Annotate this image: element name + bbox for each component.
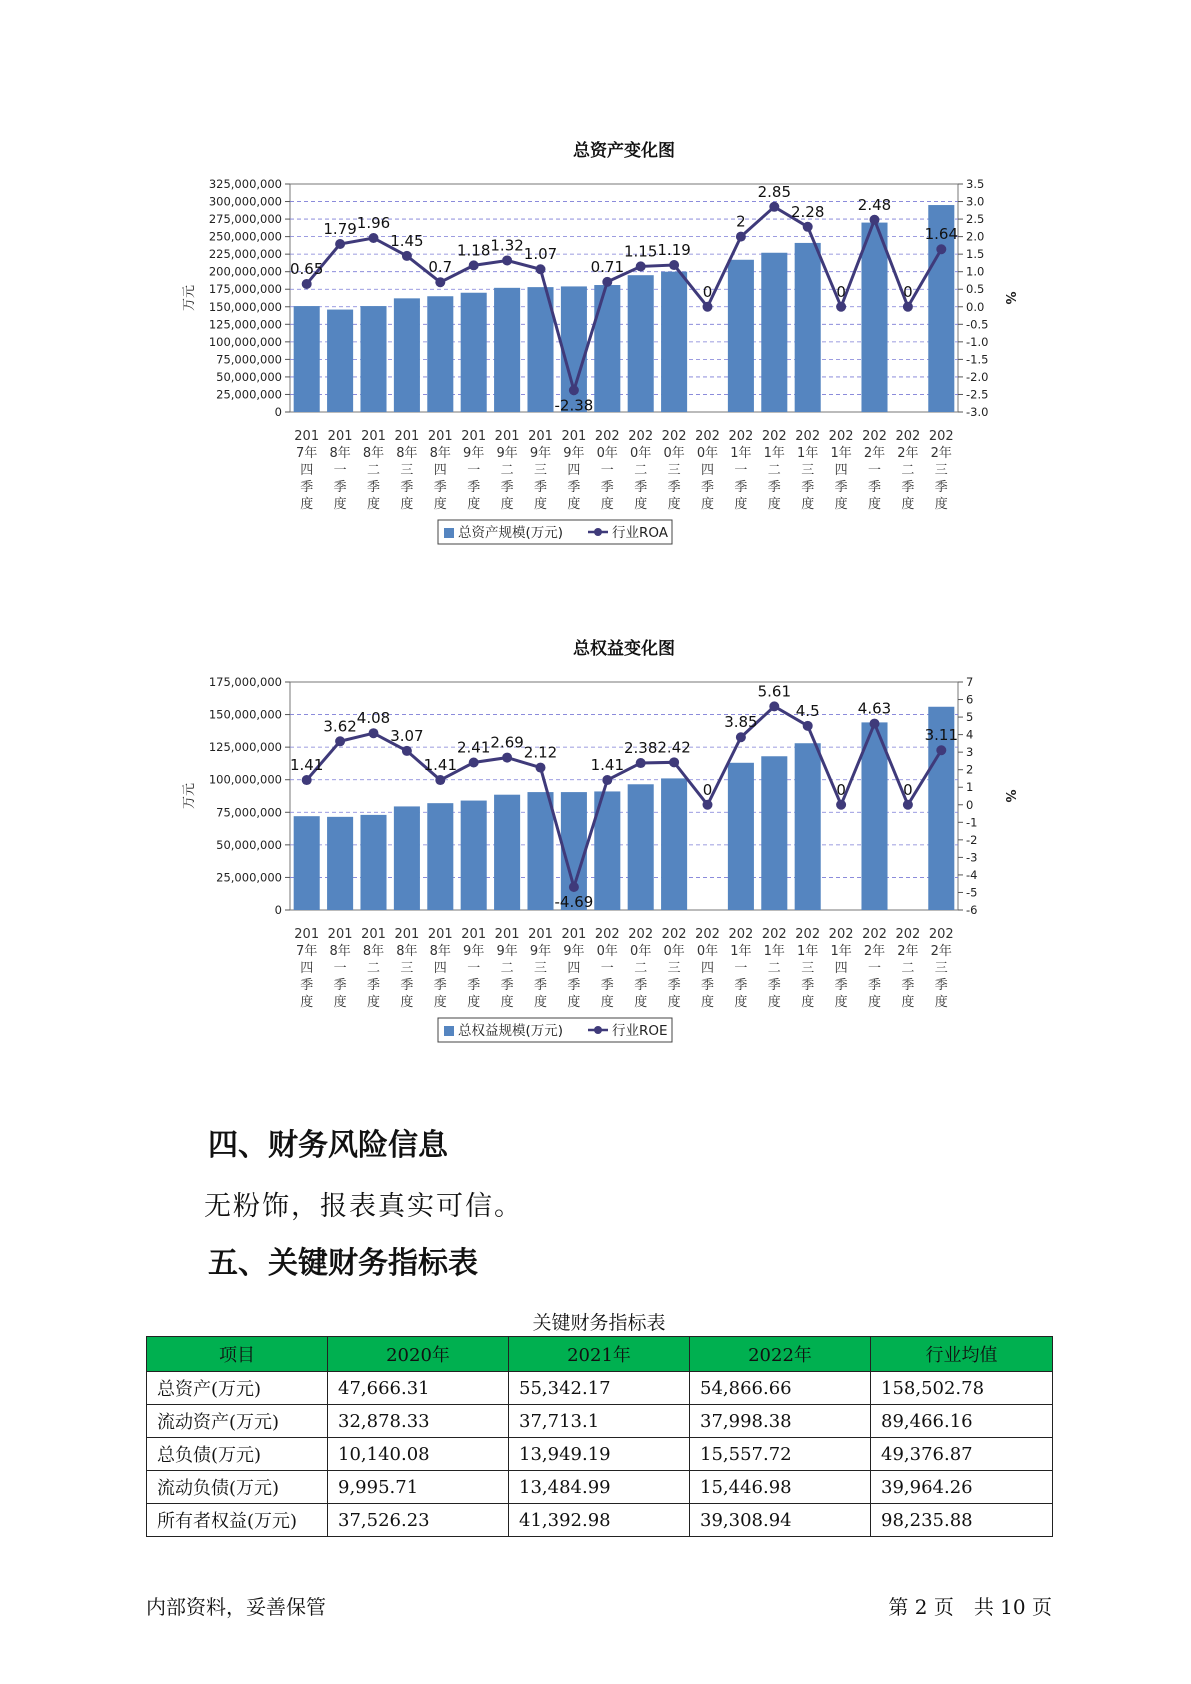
table-cell: 13,949.19 (509, 1438, 690, 1471)
line-point (870, 215, 880, 225)
y2-tick-label: 2 (966, 762, 974, 777)
line-point (736, 732, 746, 742)
y-axis-label: 万元 (182, 782, 197, 810)
x-tick-label: 201 7年四季度 (294, 927, 320, 1010)
x-tick-label: 202 0年三季度 (661, 429, 687, 512)
y-tick-label: 75,000,000 (216, 352, 282, 367)
bar (628, 275, 654, 412)
x-tick-label: 201 9年四季度 (561, 927, 587, 1010)
data-label: -2.38 (554, 396, 594, 415)
section4-heading: 四、财务风险信息 (208, 1128, 448, 1163)
data-label: 0 (836, 282, 846, 301)
line-point (769, 701, 779, 711)
line-point (502, 255, 512, 265)
y2-tick-label: 2.5 (966, 212, 985, 227)
y2-tick-label: 3.5 (966, 177, 985, 191)
table-cell: 9,995.71 (328, 1471, 509, 1504)
footer-confidential-note: 内部资料，妥善保管 (146, 1595, 326, 1619)
table-cell: 49,376.87 (871, 1438, 1053, 1471)
x-tick-label: 202 1年四季度 (828, 429, 854, 512)
x-tick-label: 201 9年一季度 (461, 927, 487, 1010)
y2-tick-label: 6 (966, 692, 974, 707)
table-cell: 32,878.33 (328, 1405, 509, 1438)
data-label: 1.45 (390, 231, 424, 250)
x-tick-label: 202 0年二季度 (628, 429, 654, 512)
y-tick-label: 25,000,000 (216, 387, 282, 402)
table-cell: 13,484.99 (509, 1471, 690, 1504)
legend-label-line: 行业ROA (612, 525, 669, 541)
bar (427, 803, 453, 910)
line-point (769, 202, 779, 212)
bar (360, 815, 386, 910)
y2-tick-label: -3.0 (966, 405, 989, 419)
bar (594, 285, 620, 412)
y2-tick-label: -2.5 (966, 387, 989, 402)
table-cell: 98,235.88 (871, 1504, 1053, 1537)
y-tick-label: 75,000,000 (216, 805, 282, 820)
x-tick-label: 201 8年二季度 (361, 927, 386, 1010)
x-tick-label: 201 7年四季度 (294, 429, 320, 512)
y2-tick-label: 0.5 (966, 282, 985, 297)
line-point (569, 385, 579, 395)
bar (728, 763, 754, 910)
x-tick-label: 202 0年二季度 (628, 927, 654, 1010)
data-label: 1.32 (490, 236, 524, 255)
bar (861, 223, 887, 412)
table-cell: 47,666.31 (328, 1372, 509, 1405)
table-row (147, 1438, 1053, 1471)
x-tick-label: 202 2年二季度 (895, 927, 921, 1010)
bar (394, 298, 420, 412)
x-tick-label: 202 0年四季度 (695, 429, 720, 512)
x-tick-label: 201 9年三季度 (528, 927, 553, 1010)
table-cell: 54,866.66 (690, 1372, 871, 1405)
table-row (147, 1504, 1053, 1537)
y-tick-label: 25,000,000 (216, 870, 282, 885)
table-header-cell: 2022年 (690, 1337, 871, 1372)
total-assets-chart (0, 140, 1191, 590)
table-header-cell: 行业均值 (871, 1337, 1053, 1372)
bar (661, 778, 687, 910)
y-tick-label: 125,000,000 (208, 740, 282, 755)
line-point (903, 800, 913, 810)
line-point (335, 736, 345, 746)
line-point (669, 757, 679, 767)
table-header-row (147, 1337, 1053, 1372)
line-point (636, 261, 646, 271)
data-label: 1.64 (924, 225, 959, 244)
y2-tick-label: 1 (966, 780, 974, 795)
bar (294, 306, 320, 412)
line-point (936, 244, 946, 254)
total-equity-chart (0, 638, 1191, 1088)
data-label: 3.62 (323, 717, 357, 736)
chart-title: 总权益变化图 (573, 639, 675, 659)
table-cell: 37,998.38 (690, 1405, 871, 1438)
y2-tick-label: 3 (966, 745, 974, 760)
line-point (469, 758, 479, 768)
key-financial-indicators-table (146, 1336, 1053, 1537)
x-tick-label: 202 0年一季度 (594, 927, 620, 1010)
y-tick-label: 175,000,000 (208, 282, 282, 297)
table-cell: 总资产(万元) (147, 1372, 328, 1405)
bar (327, 817, 353, 910)
x-tick-label: 201 8年三季度 (394, 927, 420, 1010)
line-point (602, 775, 612, 785)
data-label: 0 (702, 780, 713, 799)
table-cell: 39,964.26 (871, 1471, 1053, 1504)
line-point (636, 758, 646, 768)
y2-tick-label: -3 (966, 850, 978, 865)
line-point (536, 264, 546, 274)
data-label: 1.15 (623, 242, 658, 261)
y2-tick-label: 1.0 (966, 264, 985, 279)
y2-tick-label: -6 (966, 903, 978, 917)
line-point (602, 277, 612, 287)
data-label: 2.12 (523, 743, 558, 762)
y-tick-label: 250,000,000 (208, 229, 282, 244)
table-row (147, 1471, 1053, 1504)
data-label: 2.85 (757, 182, 792, 201)
data-label: 1.96 (356, 214, 391, 233)
y-tick-label: 50,000,000 (216, 369, 282, 384)
bar (527, 792, 553, 910)
line-point (335, 239, 345, 249)
bar (294, 816, 320, 910)
table-cell: 39,308.94 (690, 1504, 871, 1537)
data-label: 3.85 (724, 713, 758, 732)
table-cell: 37,526.23 (328, 1504, 509, 1537)
legend-swatch-point (594, 1026, 602, 1034)
table-header-cell: 项目 (147, 1337, 328, 1372)
data-label: 0 (903, 282, 913, 301)
bar (494, 795, 520, 910)
table-cell: 37,713.1 (509, 1405, 690, 1438)
x-tick-label: 201 9年四季度 (561, 429, 587, 512)
x-tick-label: 202 2年一季度 (862, 429, 887, 512)
y2-tick-label: -2 (966, 832, 978, 847)
bar (327, 310, 353, 412)
x-tick-label: 202 1年一季度 (728, 927, 754, 1010)
x-tick-label: 201 8年一季度 (327, 429, 353, 512)
data-label: 1.19 (657, 241, 691, 260)
table-cell: 10,140.08 (328, 1438, 509, 1471)
total-assets-chart-svg (0, 140, 1191, 590)
x-tick-label: 202 1年一季度 (728, 429, 754, 512)
x-tick-label: 201 9年二季度 (494, 429, 520, 512)
x-tick-label: 202 1年四季度 (828, 927, 854, 1010)
line-point (936, 745, 946, 755)
line-point (803, 721, 813, 731)
line-point (369, 728, 379, 738)
y-tick-label: 300,000,000 (208, 194, 282, 209)
bar (728, 260, 754, 412)
bar (394, 806, 420, 910)
y2-tick-label: -4 (966, 867, 978, 882)
table-cell: 15,557.72 (690, 1438, 871, 1471)
data-label: 2 (736, 212, 746, 231)
y-tick-label: 0 (274, 405, 282, 419)
line-point (302, 775, 312, 785)
table-cell: 55,342.17 (509, 1372, 690, 1405)
data-label: 1.18 (456, 241, 491, 260)
table-cell: 流动资产(万元) (147, 1405, 328, 1438)
y2-tick-label: -1.0 (966, 334, 989, 349)
y-tick-label: 100,000,000 (208, 334, 282, 349)
y2-tick-label: 5 (966, 710, 974, 725)
y-tick-label: 175,000,000 (208, 675, 282, 689)
table-header-cell: 2020年 (328, 1337, 509, 1372)
bar (761, 756, 787, 910)
data-label: 0.65 (289, 259, 324, 278)
bar (761, 253, 787, 412)
data-label: 5.61 (757, 682, 792, 701)
bar (795, 243, 821, 412)
table-cell: 流动负债(万元) (147, 1471, 328, 1504)
bar (628, 784, 654, 910)
legend-swatch-bars (444, 528, 454, 538)
x-tick-label: 201 8年一季度 (327, 927, 353, 1010)
x-tick-label: 202 2年二季度 (895, 429, 921, 512)
legend-swatch-point (594, 528, 602, 536)
line-point (836, 302, 846, 312)
data-label: 4.08 (356, 709, 391, 728)
y-tick-label: 150,000,000 (208, 707, 282, 722)
line-point (703, 800, 713, 810)
line-point (703, 302, 713, 312)
line-point (870, 719, 880, 729)
x-tick-label: 201 9年三季度 (528, 429, 553, 512)
x-tick-label: 202 0年四季度 (695, 927, 720, 1010)
y2-tick-label: -1 (966, 815, 978, 830)
legend-label-bars: 总权益规模(万元) (458, 1023, 564, 1039)
y-tick-label: 225,000,000 (208, 247, 282, 262)
y2-tick-label: 4 (966, 727, 974, 742)
y2-axis-label: % (1002, 789, 1017, 803)
bar (427, 296, 453, 412)
data-label: 4.5 (795, 701, 820, 720)
data-label: 2.69 (490, 733, 524, 752)
y-axis-label: 万元 (182, 284, 197, 312)
table-cell: 41,392.98 (509, 1504, 690, 1537)
bar (360, 306, 386, 412)
data-label: 1.41 (423, 756, 458, 775)
x-tick-label: 202 0年一季度 (594, 429, 620, 512)
x-tick-label: 202 1年二季度 (761, 927, 787, 1010)
x-tick-label: 202 2年三季度 (928, 429, 954, 512)
x-tick-label: 201 8年三季度 (394, 429, 420, 512)
y2-tick-label: -1.5 (966, 352, 989, 367)
section4-text: 无粉饰，报表真实可信。 (204, 1191, 523, 1222)
total-equity-chart-svg (0, 638, 1191, 1088)
y2-tick-label: 0 (966, 797, 974, 812)
y-tick-label: 275,000,000 (208, 212, 282, 227)
table-cell: 总负债(万元) (147, 1438, 328, 1471)
x-tick-label: 201 9年一季度 (461, 429, 487, 512)
line-point (402, 251, 412, 261)
data-label: 1.07 (523, 245, 558, 264)
line-point (669, 260, 679, 270)
line-point (803, 222, 813, 232)
data-label: 0 (903, 780, 913, 799)
line-point (369, 233, 379, 243)
y2-axis-label: % (1002, 291, 1017, 305)
table-row (147, 1372, 1053, 1405)
table-caption: 关键财务指标表 (532, 1312, 666, 1334)
line-point (302, 279, 312, 289)
y2-tick-label: 1.5 (966, 247, 985, 262)
y-tick-label: 50,000,000 (216, 837, 282, 852)
x-tick-label: 202 1年三季度 (795, 429, 821, 512)
table-cell: 15,446.98 (690, 1471, 871, 1504)
data-label: 2.28 (790, 202, 825, 221)
data-label: 0 (702, 282, 713, 301)
line-point (736, 232, 746, 242)
bar (795, 743, 821, 910)
bar (494, 288, 520, 412)
x-tick-label: 202 2年一季度 (862, 927, 887, 1010)
y-tick-label: 200,000,000 (208, 264, 282, 279)
data-label: 4.63 (857, 699, 892, 718)
x-tick-label: 202 2年三季度 (928, 927, 954, 1010)
y2-tick-label: 3.0 (966, 194, 985, 209)
bar (461, 293, 487, 412)
legend-label-line: 行业ROE (612, 1023, 668, 1039)
x-tick-label: 201 8年四季度 (427, 429, 453, 512)
y2-tick-label: 7 (966, 675, 974, 689)
x-tick-label: 202 1年三季度 (795, 927, 821, 1010)
bar (861, 722, 887, 910)
line-point (402, 746, 412, 756)
bar (461, 801, 487, 910)
y2-tick-label: -2.0 (966, 369, 989, 384)
x-tick-label: 202 0年三季度 (661, 927, 687, 1010)
legend-swatch-bars (444, 1026, 454, 1036)
y2-tick-label: 2.0 (966, 229, 985, 244)
table-row (147, 1405, 1053, 1438)
y-tick-label: 100,000,000 (208, 772, 282, 787)
x-tick-label: 201 8年四季度 (427, 927, 453, 1010)
line-point (502, 753, 512, 763)
data-label: 2.48 (857, 195, 892, 214)
data-label: 3.07 (390, 726, 424, 745)
data-label: 0.71 (590, 257, 625, 276)
line-point (836, 800, 846, 810)
y-tick-label: 325,000,000 (208, 177, 282, 191)
data-label: 0.7 (428, 258, 453, 277)
y-tick-label: 0 (274, 903, 282, 917)
y-tick-label: 150,000,000 (208, 299, 282, 314)
data-label: 3.11 (924, 726, 959, 745)
line-point (469, 260, 479, 270)
bar (661, 272, 687, 412)
y2-tick-label: -5 (966, 885, 978, 900)
x-tick-label: 201 8年二季度 (361, 429, 386, 512)
line-point (569, 882, 579, 892)
y-tick-label: 125,000,000 (208, 317, 282, 332)
section5-heading: 五、关键财务指标表 (208, 1246, 478, 1281)
data-label: 1.79 (323, 219, 357, 238)
x-tick-label: 202 1年二季度 (761, 429, 787, 512)
data-label: 2.41 (456, 738, 491, 757)
data-label: 1.41 (590, 756, 625, 775)
data-label: -4.69 (554, 893, 594, 912)
table-cell: 89,466.16 (871, 1405, 1053, 1438)
line-point (435, 277, 445, 287)
x-tick-label: 201 9年二季度 (494, 927, 520, 1010)
line-point (435, 775, 445, 785)
data-label: 2.38 (623, 739, 658, 758)
data-label: 2.42 (657, 738, 691, 757)
y2-tick-label: -0.5 (966, 317, 989, 332)
data-label: 1.41 (289, 756, 324, 775)
chart-title: 总资产变化图 (573, 141, 675, 161)
legend-label-bars: 总资产规模(万元) (458, 525, 564, 541)
table-header-cell: 2021年 (509, 1337, 690, 1372)
footer-page-number: 第 2 页 共 10 页 (888, 1595, 1052, 1619)
data-label: 0 (836, 780, 846, 799)
table-cell: 所有者权益(万元) (147, 1504, 328, 1537)
line-point (903, 302, 913, 312)
y2-tick-label: 0.0 (966, 299, 985, 314)
table-cell: 158,502.78 (871, 1372, 1053, 1405)
line-point (536, 763, 546, 773)
